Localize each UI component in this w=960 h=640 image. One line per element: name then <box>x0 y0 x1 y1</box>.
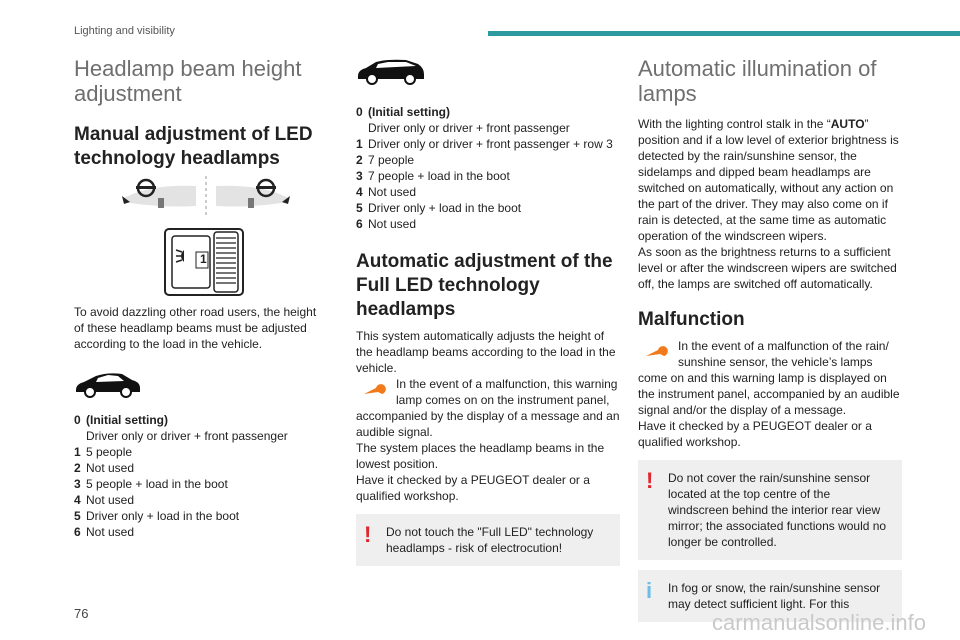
dealer-check-text: Have it checked by a PEUGEOT dealer or a qualified workshop. <box>356 473 590 503</box>
electrocution-warning-box <box>356 514 620 566</box>
sensor-cover-warning-text: Do not cover the rain/sunshine sensor located at the top centre of the windscreen behind the interior rear view mirror; the associated functions would no longer be controlled. <box>668 471 887 549</box>
list-item: 4 Not used <box>74 493 135 507</box>
sensor-dealer-check-text: Have it checked by a PEUGEOT dealer or a qualified workshop. <box>638 419 872 449</box>
lamps-off-text: As soon as the brightness returns to a sufficient level or after the windscreen wipers are switched off, the lamps are switched off automatically. <box>638 245 897 291</box>
automatic-adjustment-subtitle: Automatic adjustment of the Full LED technology headlamps <box>356 251 613 320</box>
column-1-body <box>74 304 324 540</box>
sensor-cover-warning-box <box>638 460 902 560</box>
fog-snow-info-text: In fog or snow, the rain/sunshine sensor may detect sufficient light. For this <box>668 581 881 611</box>
list-item: 6 Not used <box>74 525 135 539</box>
dazzle-intro-text: To avoid dazzling other road users, the height of these headlamp beams must be adjusted according to the load in the vehicle. <box>74 305 317 351</box>
sensor-fault-warning-icon <box>638 340 674 366</box>
list-item: 3 5 people + load in the boot <box>74 477 228 491</box>
list-item: 4 Not used <box>356 185 417 199</box>
list-item: Driver only or driver + front passenger <box>368 121 570 135</box>
list-item: 2 Not used <box>74 461 135 475</box>
car-7-seat-icon <box>356 56 426 86</box>
watermark: carmanualsonline.info <box>711 610 926 635</box>
list-item: 5 Driver only + load in the boot <box>356 201 522 215</box>
automatic-illumination-title: Automatic illumination of lamps <box>638 56 877 106</box>
auto-adjust-text: This system automatically adjusts the height of the headlamp beams according to the load in the vehicle. <box>356 329 616 375</box>
manual-adjustment-subtitle: Manual adjustment of LED technology headlamps <box>74 124 313 169</box>
headlamp-steering-illustration <box>120 172 292 220</box>
list-item: 1 5 people <box>74 445 133 459</box>
headlamp-beam-title: Headlamp beam height adjustment <box>74 56 302 106</box>
column-3 <box>638 56 902 622</box>
electrocution-warning-text: Do not touch the "Full LED" technology headlamps - risk of electrocution! <box>386 525 594 555</box>
column-1 <box>74 56 324 171</box>
list-item: 5 Driver only + load in the boot <box>74 509 240 523</box>
lowest-position-text: The system places the headlamp beams in the lowest position. <box>356 441 605 471</box>
list-item: 3 7 people + load in the boot <box>356 169 510 183</box>
list-item: Driver only or driver + front passenger <box>86 429 288 443</box>
headlamp-fault-warning-icon <box>356 378 392 404</box>
col2-settings-list <box>356 104 620 232</box>
list-item: 2 7 people <box>356 153 415 167</box>
section-title: Lighting and visibility <box>74 25 175 37</box>
switch-number-label: 1 <box>200 252 207 266</box>
auto-mode-text: With the lighting control stalk in the “AUTO” position and if a low level of exterior brightness is detected by the rain/sunshine sensor, the sidelamps and dipped beam headlamps are switched on automatically, without any action on the part of the driver. They may also come on if rain is detected, at the same time as automatic operation of the windscreen wipers. <box>638 117 899 243</box>
header-accent-bar <box>488 31 960 36</box>
page-number: 76 <box>74 606 89 621</box>
list-item: 6 Not used <box>356 217 417 231</box>
list-item: 1 Driver only or driver + front passenger + row 3 <box>356 137 613 151</box>
column-2 <box>356 56 620 566</box>
list-item: 0 (Initial setting) <box>356 105 450 119</box>
sensor-malfunction-text: In the event of a malfunction of the rain/ sunshine sensor, the vehicle’s lamps come on and this warning lamp is displayed on the instrument panel, accompanied by an audible signal and/or the display of a message. <box>638 339 900 417</box>
car-5-seat-icon <box>74 370 142 398</box>
list-item: 0 (Initial setting) <box>74 413 168 427</box>
col1-settings-list <box>74 412 324 540</box>
info-icon: i <box>646 578 653 603</box>
warning-exclamation-icon: ! <box>646 468 654 493</box>
malfunction-text: In the event of a malfunction, this warning lamp comes on on the instrument panel, accompanied by the display of a message and an audible signal. <box>356 377 620 439</box>
malfunction-subtitle: Malfunction <box>638 309 745 330</box>
warning-exclamation-icon: ! <box>364 522 372 547</box>
